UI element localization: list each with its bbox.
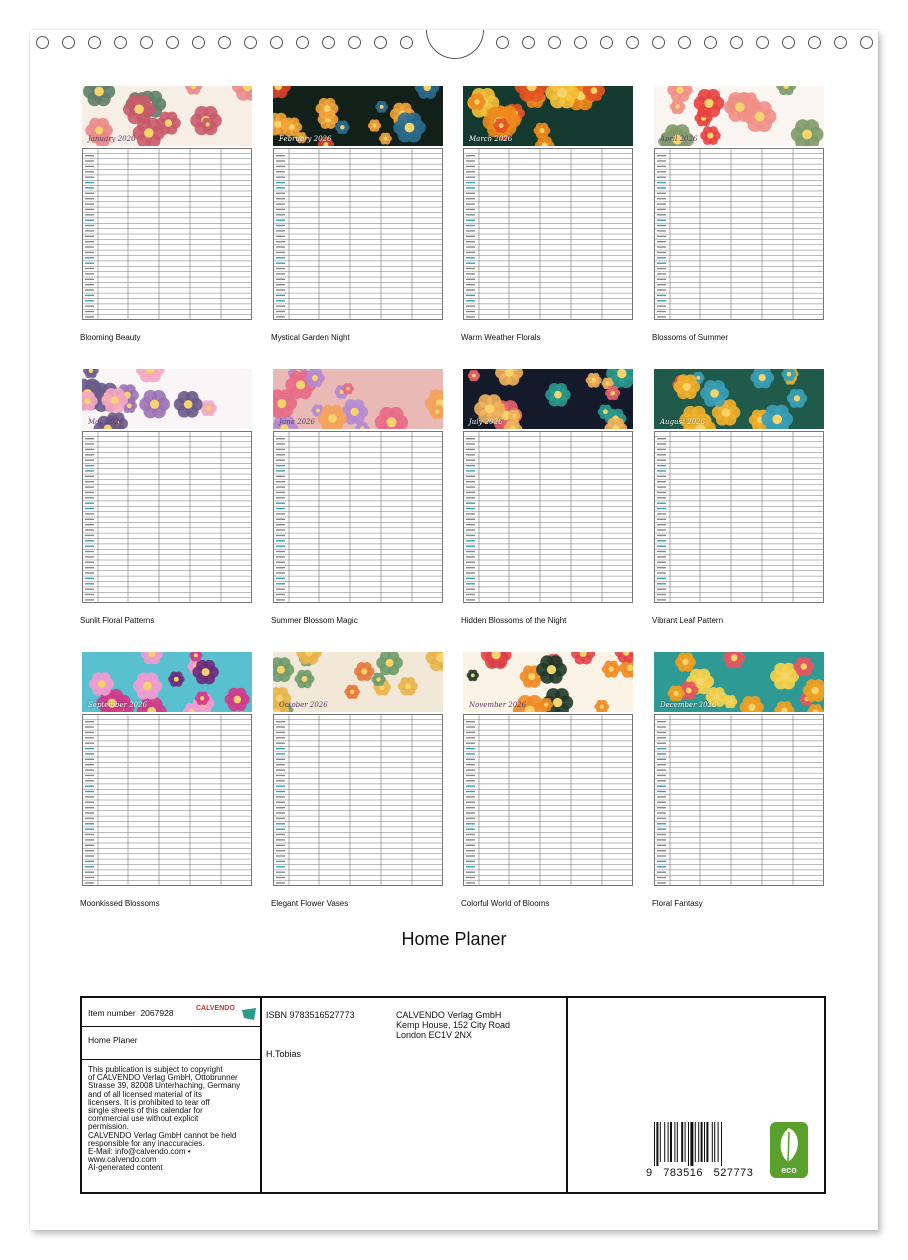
- binding-hole: [296, 36, 309, 49]
- isbn: ISBN 9783516527773: [266, 1010, 355, 1020]
- legal-line: commercial use without explicit: [88, 1114, 199, 1124]
- month-banner: [463, 369, 633, 429]
- binding-hole: [88, 36, 101, 49]
- month-banner: [82, 369, 252, 429]
- month-caption: Vibrant Leaf Pattern: [652, 616, 724, 625]
- binding-hole: [218, 36, 231, 49]
- footer-divider: [566, 998, 568, 1192]
- binding-hole: [652, 36, 665, 49]
- binding-hole: [730, 36, 743, 49]
- month-caption: Mystical Garden Night: [271, 333, 350, 342]
- month-caption: Colorful World of Blooms: [461, 899, 550, 908]
- binding-hole: [600, 36, 613, 49]
- binding-hole: [860, 36, 873, 49]
- binding-hole: [782, 36, 795, 49]
- planner-grid: [463, 431, 633, 603]
- binding-hole: [62, 36, 75, 49]
- month-panel: [463, 86, 633, 325]
- planner-grid: [463, 714, 633, 886]
- month-banner: [82, 86, 252, 146]
- month-label: September 2026: [88, 701, 148, 709]
- month-banner: [82, 652, 252, 712]
- product-name: Home Planer: [88, 1035, 138, 1045]
- binding-hole: [834, 36, 847, 49]
- month-panel: [82, 86, 252, 325]
- month-panel: [463, 652, 633, 891]
- month-label: October 2026: [279, 701, 328, 709]
- month-label: April 2026: [660, 135, 698, 143]
- month-banner: [654, 86, 824, 146]
- binding-hole: [192, 36, 205, 49]
- calvendo-logo: [196, 1005, 235, 1012]
- planner-grid: [273, 714, 443, 886]
- publisher-line: Kemp House, 152 City Road: [396, 1020, 511, 1030]
- planner-grid: [654, 431, 824, 603]
- binding-hole: [808, 36, 821, 49]
- month-banner: [273, 86, 443, 146]
- month-caption: Elegant Flower Vases: [271, 899, 349, 908]
- logo-mark-icon: [242, 1008, 256, 1020]
- legal-line: and of all licensed material of its: [88, 1089, 202, 1099]
- month-banner: [463, 86, 633, 146]
- author: H.Tobias: [266, 1049, 302, 1059]
- planner-grid: [82, 431, 252, 603]
- month-caption: Warm Weather Florals: [461, 333, 541, 342]
- binding-hole: [548, 36, 561, 49]
- month-banner: [273, 369, 443, 429]
- binding-hole: [166, 36, 179, 49]
- binding-hole: [400, 36, 413, 49]
- month-label: March 2026: [469, 135, 513, 143]
- planner-grid: [654, 148, 824, 320]
- month-label: June 2026: [279, 418, 316, 426]
- binding-hole: [522, 36, 535, 49]
- binding-hole: [756, 36, 769, 49]
- month-label: May 2026: [88, 418, 124, 426]
- binding-hole: [704, 36, 717, 49]
- month-label: August 2026: [660, 418, 705, 426]
- month-label: November 2026: [469, 701, 527, 709]
- binding-hole: [348, 36, 361, 49]
- month-caption: Hidden Blossoms of the Night: [461, 616, 567, 625]
- planner-grid: [463, 148, 633, 320]
- brand-name: CALVENDO: [196, 1005, 235, 1012]
- binding-hole: [626, 36, 639, 49]
- month-panel: [654, 369, 824, 608]
- month-caption: Floral Fantasy: [652, 899, 703, 908]
- planner-grid: [273, 148, 443, 320]
- month-caption: Sunlit Floral Patterns: [80, 616, 155, 625]
- binding-hole: [374, 36, 387, 49]
- month-banner: [654, 652, 824, 712]
- month-panel: [273, 652, 443, 891]
- binding-hole: [322, 36, 335, 49]
- legal-line: CALVENDO Verlag GmbH cannot be held: [88, 1130, 237, 1140]
- publisher-address: [396, 1010, 510, 1040]
- month-label: December 2026: [660, 701, 717, 709]
- planner-grid: [82, 148, 252, 320]
- eco-badge: [770, 1122, 808, 1178]
- month-panel: [273, 369, 443, 608]
- barcode-icon: [654, 1122, 746, 1166]
- publisher-line: London EC1V 2NX: [396, 1030, 473, 1040]
- page-title: Home Planer: [401, 929, 507, 949]
- legal-line: permission.: [88, 1122, 129, 1132]
- legal-line: responsible for any inaccuracies.: [88, 1138, 205, 1148]
- legal-line: www.calvendo.com: [88, 1155, 157, 1165]
- month-panel: [654, 86, 824, 325]
- legal-line: single sheets of this calendar for: [88, 1106, 203, 1116]
- footer-rule: [82, 1026, 260, 1027]
- legal-line: This publication is subject to copyright: [88, 1065, 223, 1074]
- footer-rule: [82, 1059, 260, 1060]
- month-banner: [273, 652, 443, 712]
- planner-grid: [273, 431, 443, 603]
- month-panel: [82, 652, 252, 891]
- footer-divider: [260, 998, 262, 1192]
- planner-grid: [654, 714, 824, 886]
- planner-grid: [82, 714, 252, 886]
- binding-hole: [36, 36, 49, 49]
- month-panel: [463, 369, 633, 608]
- month-caption: Blossoms of Summer: [652, 333, 729, 342]
- footer-box: [80, 996, 826, 1194]
- binding-hole: [244, 36, 257, 49]
- binding-hole: [270, 36, 283, 49]
- month-banner: [463, 652, 633, 712]
- legal-text: [88, 1066, 258, 1173]
- legal-line: E-Mail: info@calvendo.com •: [88, 1147, 191, 1157]
- binding-hole: [496, 36, 509, 49]
- legal-line: Strasse 39, 82008 Unterhaching, Germany: [88, 1081, 241, 1091]
- item-number-label: Item number: [88, 1008, 136, 1018]
- eco-label: eco: [781, 1165, 797, 1175]
- legal-line: of CALVENDO Verlag GmbH, Ottobrunner: [88, 1073, 238, 1083]
- month-banner: [654, 369, 824, 429]
- month-caption: Blooming Beauty: [80, 333, 141, 342]
- month-panel: [82, 369, 252, 608]
- month-caption: Moonkissed Blossoms: [80, 899, 160, 908]
- item-number: [88, 1008, 174, 1018]
- item-number-value: 2067928: [140, 1008, 174, 1018]
- binding-hole: [114, 36, 127, 49]
- month-label: February 2026: [279, 135, 332, 143]
- binding-hole: [678, 36, 691, 49]
- barcode-digits: 9 783516 527773: [646, 1167, 754, 1179]
- binding-hole: [574, 36, 587, 49]
- month-panel: [273, 86, 443, 325]
- month-label: January 2026: [88, 135, 136, 143]
- binding-hole: [140, 36, 153, 49]
- month-caption: Summer Blossom Magic: [271, 616, 358, 625]
- legal-line: AI-generated content: [88, 1163, 163, 1173]
- month-panel: [654, 652, 824, 891]
- month-label: July 2026: [469, 418, 503, 426]
- legal-line: licensers. It is prohibited to tear off: [88, 1097, 210, 1107]
- publisher-line: CALVENDO Verlag GmbH: [396, 1010, 502, 1020]
